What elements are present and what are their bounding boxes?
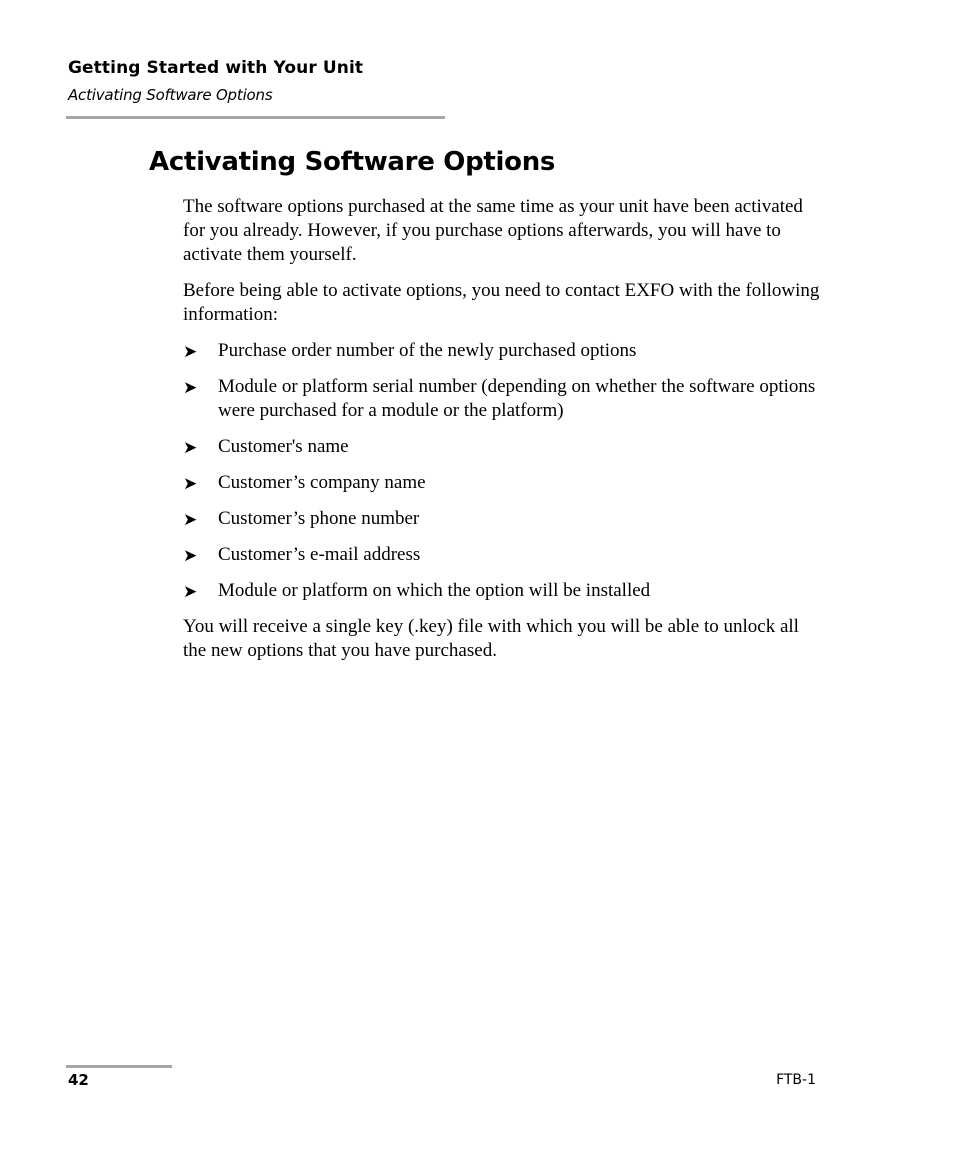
list-item-text: Customer’s phone number [218,508,420,529]
list-item-text: Customer’s company name [218,472,426,493]
page-heading: Activating Software Options [149,147,556,177]
list-item [183,339,823,363]
list-item-text: Module or platform serial number (depending on whether the software options were purchased for a module or the platform) [218,376,816,421]
list-item-text: Customer’s e-mail address [218,544,421,565]
list-item [183,579,823,603]
list-item-text: Module or platform on which the option will be installed [218,580,651,601]
product-code: FTB-1 [776,1072,816,1088]
list-item [183,507,823,531]
chapter-title: Getting Started with Your Unit [68,58,364,78]
list-item [183,471,823,495]
list-item [183,435,823,459]
body-content [183,195,823,675]
arrowhead-bullet-icon: ➤ [183,510,198,530]
page-number: 42 [68,1071,89,1089]
intro-paragraph: The software options purchased at the same time as your unit have been activated for you already. However, if you purchase options afterwards, you will have to activate them yourself. [183,196,803,265]
requirements-paragraph: Before being able to activate options, you need to contact EXFO with the following information: [183,280,820,325]
header-rule [66,116,445,119]
arrowhead-bullet-icon: ➤ [183,546,198,566]
arrowhead-bullet-icon: ➤ [183,378,198,398]
list-item [183,375,823,423]
closing-paragraph: You will receive a single key (.key) file with which you will be able to unlock all the new options that you have purchased. [183,616,799,661]
arrowhead-bullet-icon: ➤ [183,474,198,494]
arrowhead-bullet-icon: ➤ [183,342,198,362]
footer-rule [66,1065,172,1068]
information-list [183,339,823,603]
arrowhead-bullet-icon: ➤ [183,582,198,602]
running-header [68,57,363,105]
section-subtitle: Activating Software Options [68,86,273,104]
arrowhead-bullet-icon: ➤ [183,438,198,458]
list-item-text: Customer's name [218,436,349,457]
list-item [183,543,823,567]
list-item-text: Purchase order number of the newly purchased options [218,340,637,361]
